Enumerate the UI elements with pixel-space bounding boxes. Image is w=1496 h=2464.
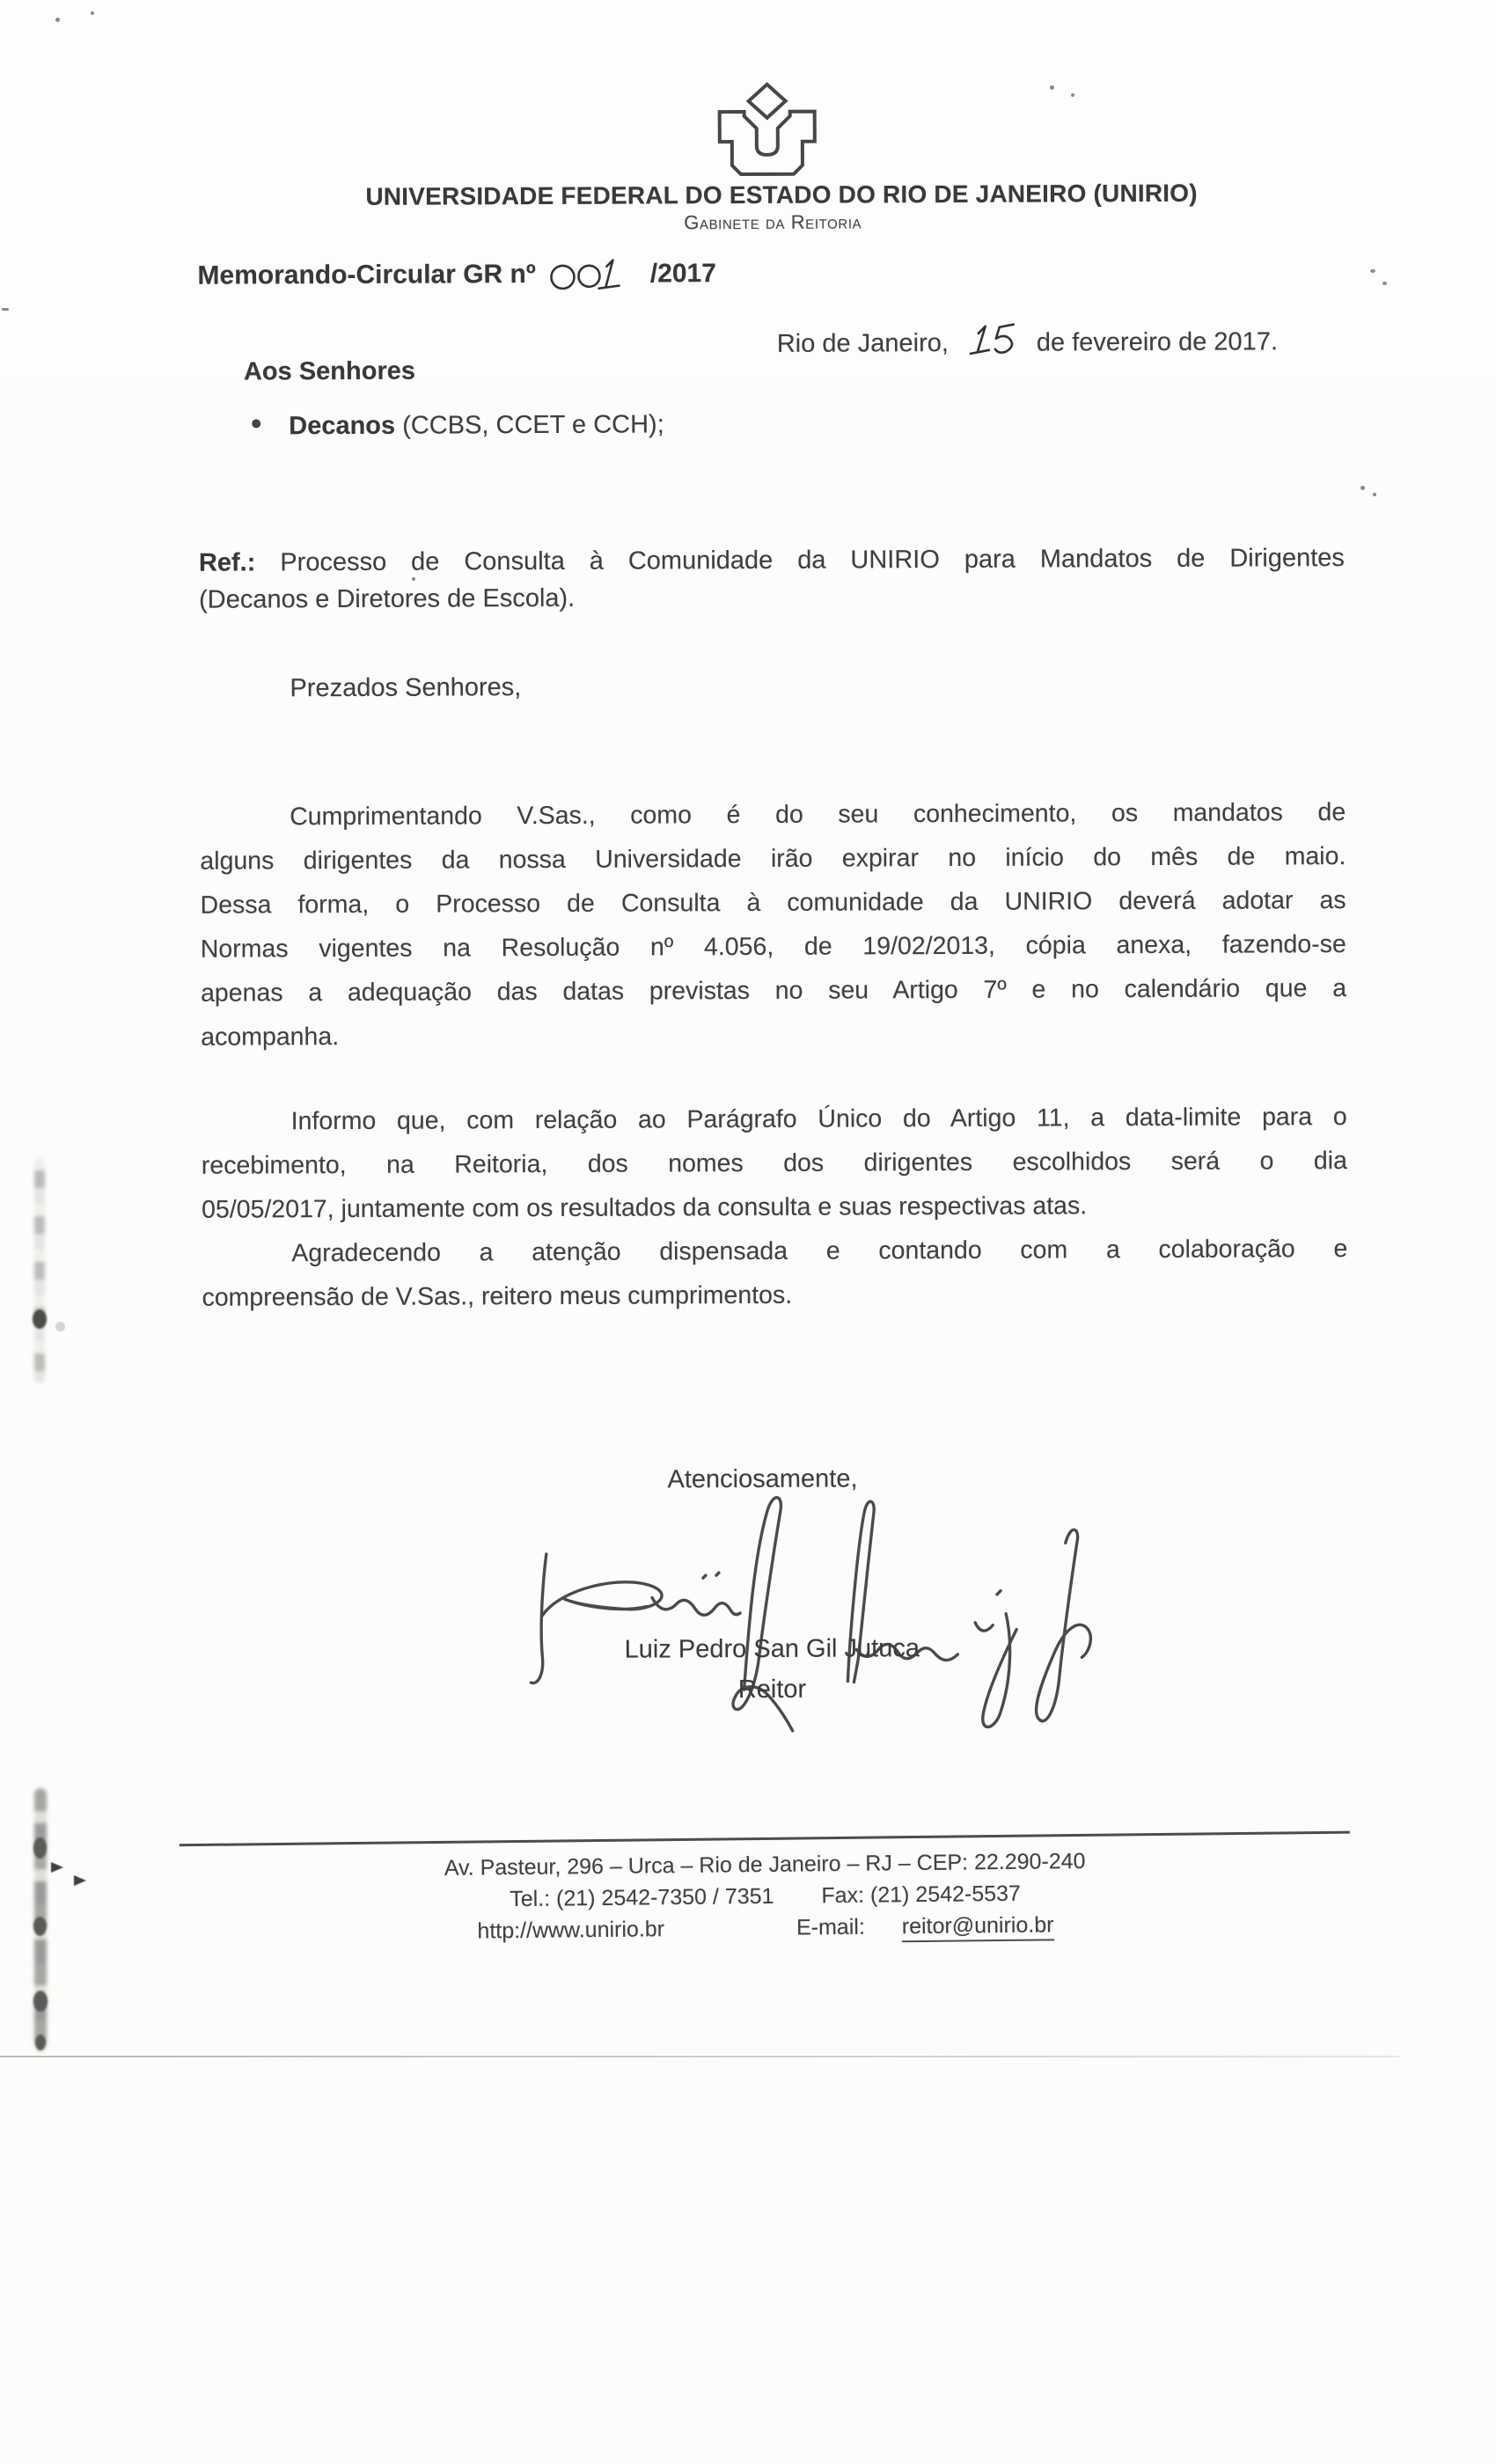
scan-arrow-mark: [74, 1875, 86, 1886]
body-line: Agradecendo a atenção dispensada e contando com a colaboração e: [291, 1235, 1348, 1268]
body-line: Informo que, com relação ao Parágrafo Único do Artigo 11, a data-limite para o: [290, 1103, 1347, 1136]
footer-fax: Fax: (21) 2542-5537: [821, 1881, 1022, 1909]
scan-blob: [33, 1917, 47, 1936]
salutation: Prezados Senhores,: [290, 673, 522, 703]
memo-label-suffix: /2017: [649, 259, 716, 289]
scan-blob: [33, 1309, 47, 1329]
scan-speck: [1050, 85, 1054, 90]
signer-title: Reitor: [737, 1675, 807, 1705]
scan-faint-line: [0, 2056, 1399, 2057]
body-line: Normas vigentes na Resolução nº 4.056, de 19/02/2013, cópia anexa, fazendo-se: [200, 930, 1346, 964]
footer-block: [180, 1831, 1351, 1948]
body-line: compreensão de V.Sas., reitero meus cumprimentos.: [202, 1280, 793, 1312]
recipients-heading: Aos Senhores: [243, 356, 416, 386]
body-line: 05/05/2017, juntamente com os resultados da consulta e suas respectivas atas.: [202, 1192, 1088, 1224]
reference-label: Ref.:: [198, 548, 256, 577]
scan-speck: [1373, 493, 1376, 496]
recipient-rest: (CCBS, CCET e CCH);: [395, 410, 664, 440]
body-line: Dessa forma, o Processo de Consulta à comunidade da UNIRIO deverá adotar as: [200, 886, 1346, 920]
scan-arrow-mark: [51, 1862, 63, 1873]
recipient-item: [252, 410, 664, 441]
scan-speck: [1360, 486, 1365, 490]
bullet-icon: [252, 420, 260, 429]
reference-block: [199, 539, 1345, 619]
body-line: apenas a adequação das datas previstas no seu Artigo 7º e no calendário que a: [200, 974, 1347, 1008]
scan-streak: [34, 1158, 45, 1383]
valediction: Atenciosamente,: [667, 1464, 858, 1494]
date-suffix: de fevereiro de 2017.: [1036, 327, 1279, 357]
footer-rule: [180, 1831, 1350, 1847]
scan-speck: [2, 308, 9, 311]
footer-tel: Tel.: (21) 2542-7350 / 7351: [510, 1883, 774, 1912]
footer-phones: [180, 1878, 1350, 1917]
scan-blob: [33, 1991, 48, 2012]
signer-block: [525, 1634, 1018, 1705]
body-text: [200, 790, 1348, 1320]
scan-speck: [412, 577, 415, 581]
reference-line1: Processo de Consulta à Comunidade da UNIRIO para Mandatos de Dirigentes: [255, 544, 1345, 577]
footer-email-label: E-mail:: [796, 1914, 865, 1940]
unirio-logo-icon: [716, 81, 820, 180]
signature-handwriting: [512, 1481, 1120, 1748]
date-prefix: Rio de Janeiro,: [776, 328, 949, 358]
footer-web-row: [180, 1910, 1351, 1948]
recipient-bold: Decanos: [289, 411, 396, 441]
footer-website: http://www.unirio.br: [477, 1917, 665, 1944]
date-line: [777, 319, 1278, 358]
scan-speck: [1382, 282, 1387, 285]
scan-speck: [1370, 269, 1375, 273]
footer-email: reitor@unirio.br: [902, 1912, 1054, 1942]
reference-line2: (Decanos e Diretores de Escola).: [199, 583, 576, 614]
signer-name: Luiz Pedro San Gil Jutuca: [624, 1634, 920, 1664]
memo-number-line: [197, 252, 716, 291]
university-name: UNIVERSIDADE FEDERAL DO ESTADO DO RIO DE JANEIRO (UNIRIO): [365, 179, 1198, 210]
body-line: recebimento, na Reitoria, dos nomes dos dirigentes escolhidos será o dia: [201, 1147, 1347, 1180]
scan-speck: [1071, 93, 1074, 97]
office-name: Gabinete da Reitoria: [684, 210, 862, 234]
memo-label-prefix: Memorando-Circular GR nº: [197, 260, 536, 290]
scan-blob: [33, 1837, 47, 1859]
handwritten-memo-number: [548, 253, 642, 293]
scan-speck: [55, 1322, 65, 1331]
body-line: acompanha.: [201, 1023, 340, 1052]
scan-blob: [35, 2035, 46, 2050]
handwritten-day: [966, 321, 1023, 360]
body-line: alguns dirigentes da nossa Universidade irão expirar no início do mês de maio.: [200, 842, 1346, 876]
body-line: Cumprimentando V.Sas., como é do seu conhecimento, os mandatos de: [290, 798, 1346, 832]
scan-speck: [55, 18, 60, 22]
scan-speck: [91, 11, 94, 15]
footer-address: Av. Pasteur, 296 – Urca – Rio de Janeiro – RJ – CEP: 22.290-240: [444, 1848, 1086, 1881]
